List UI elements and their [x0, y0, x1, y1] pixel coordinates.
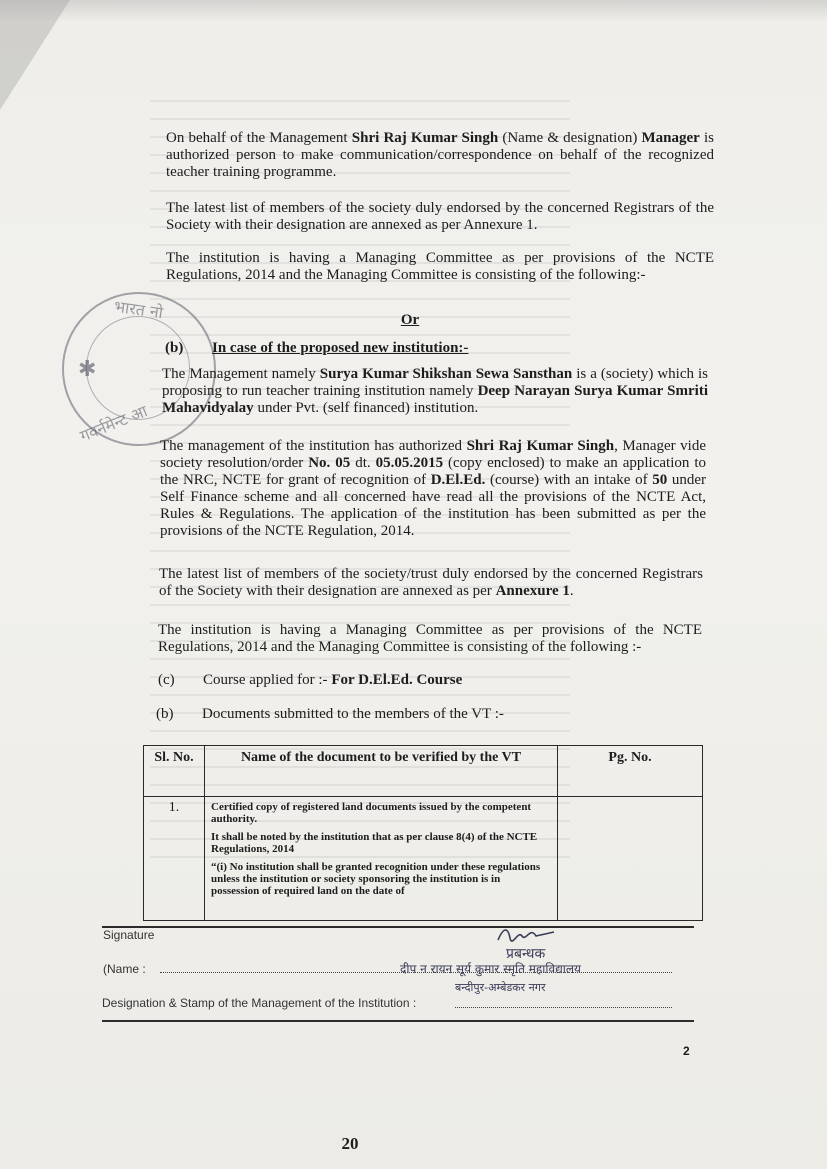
seal-bottom-text: गवर्नमेन्ट आ	[77, 401, 151, 446]
footer-top-rule	[102, 926, 694, 928]
document-text-3: “(i) No institution shall be granted recognition under these regulations unless the institution or society sponsoring the institution is in possession of required land on the date of	[211, 861, 541, 897]
stamp-line-2: बन्दीपुर-अम्बेडकर नगर	[455, 981, 546, 994]
paragraph-authorization: The management of the institution has authorized Shri Raj Kumar Singh, Manager vide society resolution/order No. 05 dt. 05.05.2015 (copy enclosed) to make an application to the NRC, NCTE for grant of recognition of D.El.Ed. (course) with an intake of 50 under Self Finance scheme and all concerned have read all the provisions of the NCTE Act, Rules & Regulations. The application of the institution has been submitted as per the provisions of the NCTE Regulation, 2014.	[160, 438, 706, 539]
item-c-label: (c)	[158, 672, 175, 688]
star-icon: ✱	[78, 356, 97, 381]
table-header-row	[144, 746, 703, 797]
signature-label: Signature	[103, 928, 155, 942]
document-text-2: It shall be noted by the institution that as per clause 8(4) of the NCTE Regulations, 2014	[211, 831, 538, 855]
paragraph-managing-committee-2: The institution is having a Managing Committee as per provisions of the NCTE Regulations, 2014 and the Managing Committee is consisting of the following :-	[158, 622, 702, 655]
table-row	[144, 797, 703, 921]
stamp-role-text: प्रबन्धक	[506, 946, 546, 962]
header-document-name: Name of the document to be verified by the VT	[205, 746, 558, 797]
designation-dotted-line	[455, 1007, 672, 1008]
stamp-line-1: दीप न रायन सूर्य कुमार स्मृति महाविद्यालय	[400, 962, 581, 976]
designation-label: Designation & Stamp of the Management of the Institution :	[102, 996, 417, 1010]
inner-page-number: 2	[683, 1044, 690, 1058]
paragraph-management-society: The Management namely Surya Kumar Shikshan Sewa Sansthan is a (society) which is proposing to run teacher training institution namely Deep Narayan Surya Kumar Smriti Mahavidyalay under Pvt. (self financed) institution.	[162, 366, 709, 416]
paragraph-members-list-trust: The latest list of members of the society/trust duly endorsed by the concerned Registrars of the Society with their designation are annexed as per Annexure 1.	[159, 566, 703, 599]
document-text-1: Certified copy of registered land documents issued by the competent authority.	[211, 801, 532, 825]
name-label: (Name :	[103, 962, 146, 976]
footer-bottom-rule	[102, 1020, 694, 1022]
header-sl-no: Sl. No.	[144, 746, 205, 797]
item-c-text: Course applied for :- For D.El.Ed. Course	[203, 672, 463, 688]
row-document	[205, 797, 558, 921]
header-page-no: Pg. No.	[558, 746, 703, 797]
or-heading: Or	[400, 312, 420, 328]
row-sl-no: 1.	[144, 797, 205, 921]
signature-scribble-icon	[496, 924, 556, 946]
item-b-label: (b)	[156, 706, 174, 722]
row-page-no	[558, 797, 703, 921]
outer-page-number: 20	[341, 1134, 359, 1153]
paragraph-authorized-person: On behalf of the Management Shri Raj Kumar Singh (Name & designation) Manager is authorized person to make communication/correspondence on behalf of the recognized teacher training programme.	[166, 130, 714, 180]
paragraph-managing-committee: The institution is having a Managing Committee as per provisions of the NCTE Regulations, 2014 and the Managing Committee is consisting of the following:-	[166, 250, 714, 283]
section-b-title: In case of the proposed new institution:-	[212, 340, 469, 356]
section-b-label: (b)	[165, 340, 184, 356]
documents-table	[143, 745, 703, 921]
item-b-text: Documents submitted to the members of the VT :-	[202, 706, 504, 722]
paragraph-members-list: The latest list of members of the society duly endorsed by the concerned Registrars of the Society with their designation are annexed as per Annexure 1.	[166, 200, 714, 233]
seal-top-text: भारत नो	[112, 296, 165, 323]
